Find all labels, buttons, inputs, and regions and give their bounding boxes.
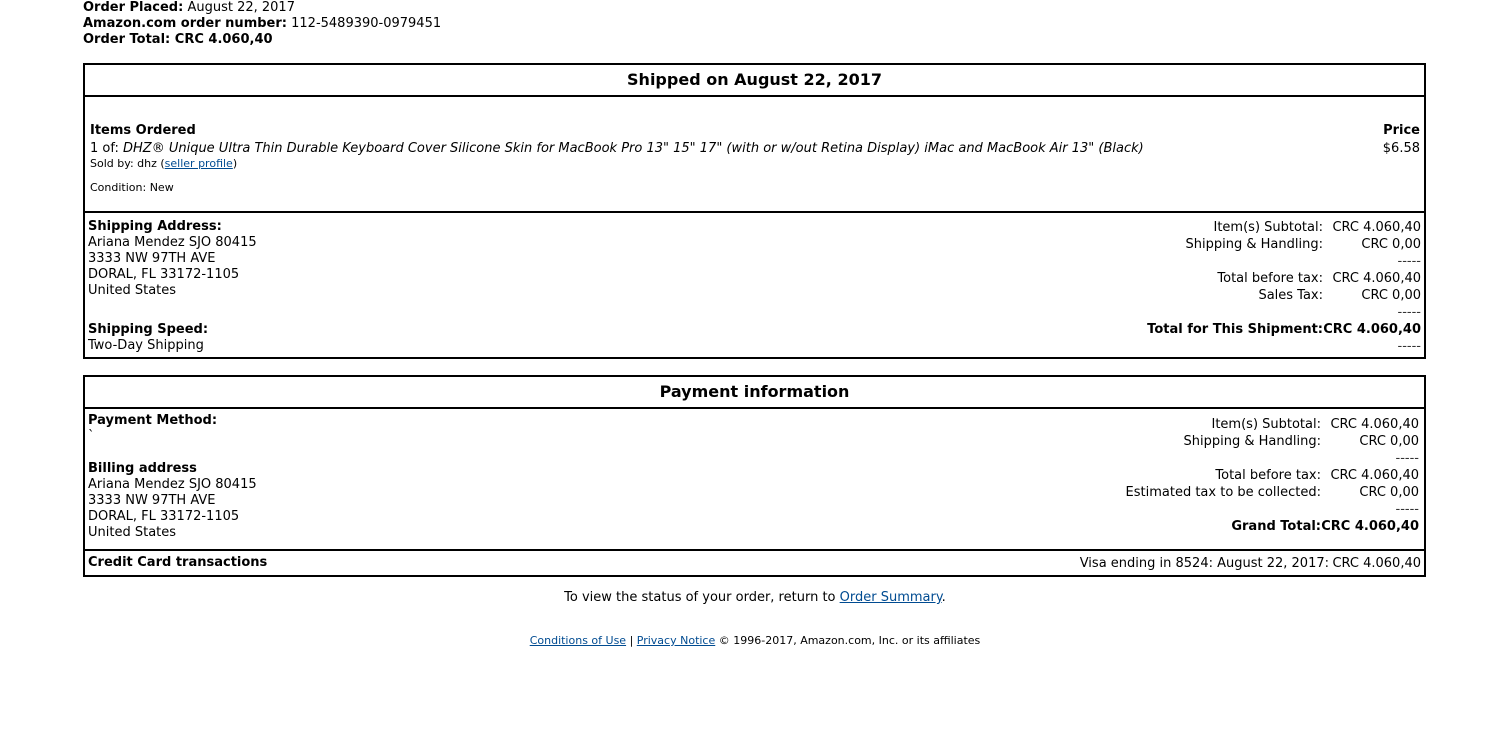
- billing-address-line: United States: [88, 525, 177, 540]
- divider-row: [1147, 253, 1421, 270]
- privacy-notice-link[interactable]: Privacy Notice: [636, 634, 716, 647]
- before-tax-label: Total before tax:: [1215, 468, 1321, 483]
- dash-divider: -----: [1397, 305, 1421, 320]
- shipment-total-value: CRC 4.060,40: [1323, 322, 1421, 337]
- sold-by: [90, 157, 237, 170]
- shipping-value: CRC 0,00: [1361, 237, 1421, 252]
- grand-total-label: Grand Total:: [1231, 519, 1321, 534]
- copyright: © 1996-2017, Amazon.com, Inc. or its affiliates: [715, 634, 981, 647]
- divider-row: [1147, 338, 1421, 355]
- shipping-row: [1126, 433, 1419, 450]
- shipping-address-line: United States: [88, 283, 177, 298]
- shipping-row: [1147, 236, 1421, 253]
- dash-divider: -----: [1397, 254, 1421, 269]
- payment-method-label: Payment Method:: [88, 413, 218, 428]
- est-tax-label: Estimated tax to be collected:: [1125, 485, 1321, 500]
- cc-transaction-detail: [1080, 556, 1421, 571]
- footer-separator: |: [626, 634, 637, 647]
- dash-divider: -----: [1395, 451, 1419, 466]
- billing-address-block: [88, 461, 257, 541]
- item-line: [90, 141, 1144, 156]
- shipping-label: Shipping & Handling:: [1185, 237, 1323, 252]
- shipping-label: Shipping & Handling:: [1183, 434, 1321, 449]
- cc-transactions-row: [85, 549, 1424, 575]
- before-tax-row: [1147, 270, 1421, 287]
- cc-detail-label: Visa ending in 8524: August 22, 2017:: [1079, 556, 1329, 571]
- order-summary-link[interactable]: Order Summary: [839, 590, 942, 605]
- divider-row: [1126, 450, 1419, 467]
- order-status-note: [0, 590, 1510, 605]
- payment-method-block: [88, 413, 217, 445]
- status-prefix: To view the status of your order, return to: [564, 590, 840, 605]
- cc-transactions-label: Credit Card transactions: [88, 555, 268, 570]
- order-number-value: 112-5489390-0979451: [291, 16, 442, 31]
- est-tax-row: [1126, 484, 1419, 501]
- subtotal-row: [1147, 219, 1421, 236]
- dash-divider: -----: [1395, 502, 1419, 517]
- billing-address-line: DORAL, FL 33172-1105: [88, 509, 240, 524]
- sales-tax-row: [1147, 287, 1421, 304]
- item-qty: 1 of:: [90, 141, 119, 156]
- billing-address-label: Billing address: [88, 461, 197, 476]
- legal-footer: [0, 634, 1510, 647]
- order-placed-label: Order Placed:: [83, 0, 184, 15]
- sales-tax-value: CRC 0,00: [1361, 288, 1421, 303]
- price-label: Price: [1383, 123, 1420, 138]
- est-tax-value: CRC 0,00: [1359, 485, 1419, 500]
- billing-address-line: Ariana Mendez SJO 80415: [88, 477, 257, 492]
- subtotal-value: CRC 4.060,40: [1332, 220, 1421, 235]
- dash-divider: -----: [1397, 339, 1421, 354]
- payment-box: [83, 375, 1426, 577]
- item-condition: Condition: New: [90, 181, 174, 194]
- sales-tax-label: Sales Tax:: [1258, 288, 1323, 303]
- subtotal-value: CRC 4.060,40: [1330, 417, 1419, 432]
- grand-total-value: CRC 4.060,40: [1321, 519, 1419, 534]
- shipping-address-label: Shipping Address:: [88, 219, 222, 234]
- divider-row: [1147, 304, 1421, 321]
- before-tax-label: Total before tax:: [1217, 271, 1323, 286]
- order-placed-value: August 22, 2017: [187, 0, 295, 15]
- divider-row: [1126, 501, 1419, 518]
- seller-profile-link[interactable]: seller profile: [164, 157, 233, 170]
- payment-method-value: `: [88, 429, 95, 444]
- shipment-total-row: [1147, 321, 1421, 338]
- shipment-totals: [1147, 219, 1421, 355]
- order-total-row: [83, 32, 441, 48]
- order-placed-row: [83, 0, 441, 16]
- shipment-title: Shipped on August 22, 2017: [85, 65, 1424, 97]
- shipping-address-line: 3333 NW 97TH AVE: [88, 251, 216, 266]
- before-tax-value: CRC 4.060,40: [1332, 271, 1421, 286]
- order-total-label: Order Total:: [83, 32, 171, 47]
- shipment-total-label: Total for This Shipment:: [1147, 322, 1323, 337]
- before-tax-value: CRC 4.060,40: [1330, 468, 1419, 483]
- item-price: $6.58: [1382, 141, 1420, 156]
- item-title: DHZ® Unique Ultra Thin Durable Keyboard Cover Silicone Skin for MacBook Pro 13" 15" 17" (with or w/out Retina Display) iMac and MacBook Air 13" (Black): [123, 141, 1144, 156]
- shipping-speed-label: Shipping Speed:: [88, 322, 209, 337]
- before-tax-row: [1126, 467, 1419, 484]
- status-suffix: .: [941, 590, 946, 605]
- grand-total-row: [1126, 518, 1419, 535]
- sold-by-label: Sold by: dhz (: [90, 157, 165, 170]
- shipment-box: [83, 63, 1426, 359]
- items-ordered-label: Items Ordered: [90, 123, 196, 138]
- conditions-of-use-link[interactable]: Conditions of Use: [529, 634, 627, 647]
- sold-by-close: ): [232, 157, 238, 170]
- payment-title: Payment information: [85, 377, 1424, 409]
- shipping-address-line: DORAL, FL 33172-1105: [88, 267, 240, 282]
- payment-totals: [1126, 416, 1419, 535]
- shipping-speed-block: [88, 322, 208, 354]
- shipping-address-line: Ariana Mendez SJO 80415: [88, 235, 257, 250]
- order-total-value: CRC 4.060,40: [174, 32, 273, 47]
- billing-address-line: 3333 NW 97TH AVE: [88, 493, 216, 508]
- items-ordered-section: [85, 97, 1424, 213]
- cc-detail-value: CRC 4.060,40: [1332, 556, 1421, 571]
- order-number-row: [83, 16, 441, 32]
- order-header: [83, 0, 441, 48]
- subtotal-row: [1126, 416, 1419, 433]
- shipping-value: CRC 0,00: [1359, 434, 1419, 449]
- subtotal-label: Item(s) Subtotal:: [1211, 417, 1321, 432]
- shipping-address-block: [88, 219, 257, 299]
- subtotal-label: Item(s) Subtotal:: [1213, 220, 1323, 235]
- order-number-label: Amazon.com order number:: [83, 16, 287, 31]
- shipping-speed-value: Two-Day Shipping: [88, 338, 204, 353]
